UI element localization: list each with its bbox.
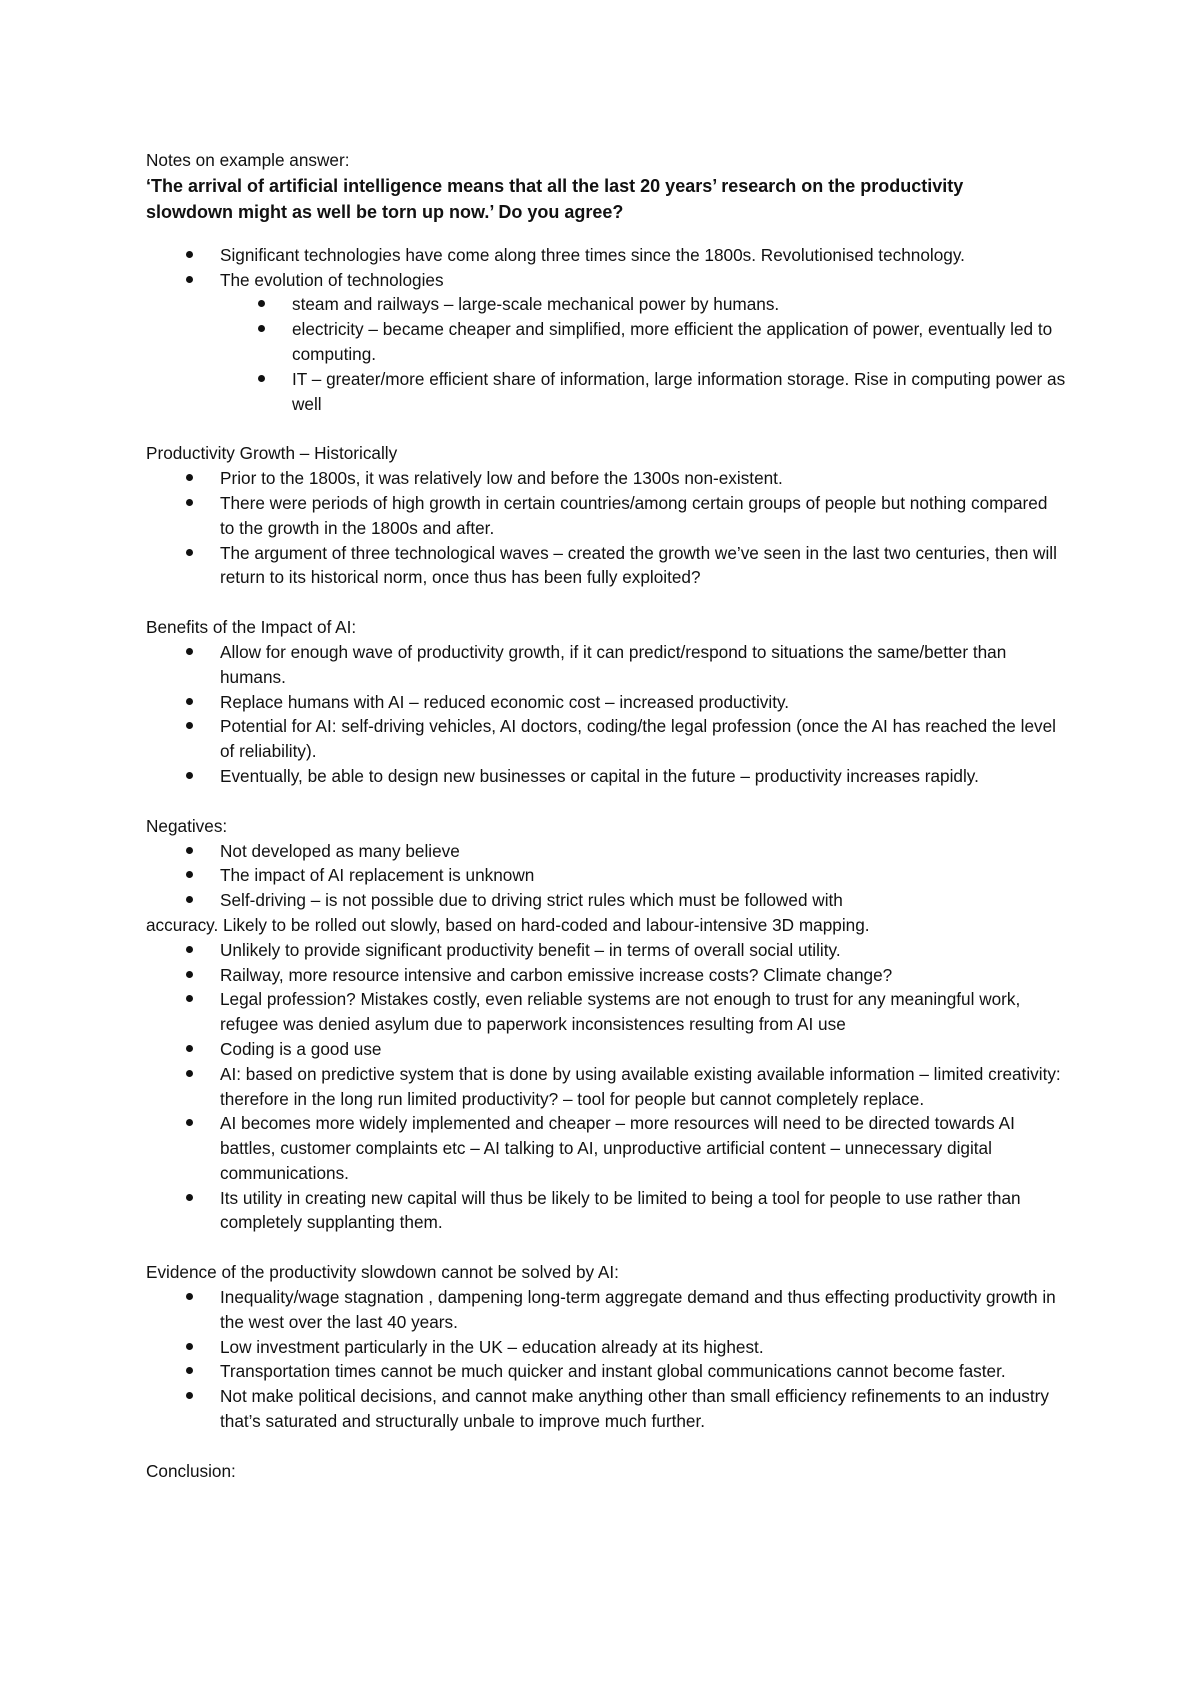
list-item: Unlikely to provide significant productivity benefit – in terms of overall social utility. — [146, 938, 1066, 963]
list-item: Not developed as many believe — [146, 839, 1066, 864]
negatives-list-a — [146, 839, 1066, 913]
intro-line: Notes on example answer: — [146, 150, 350, 170]
list-item: Replace humans with AI – reduced economic cost – increased productivity. — [146, 690, 1066, 715]
list-item: Inequality/wage stagnation , dampening long-term aggregate demand and thus effecting productivity growth in the west over the last 40 years. — [146, 1285, 1066, 1335]
list-item: steam and railways – large-scale mechanical power by humans. — [146, 292, 1066, 317]
list-item: The evolution of technologies — [146, 268, 1066, 293]
list-item: Prior to the 1800s, it was relatively low and before the 1300s non-existent. — [146, 466, 1066, 491]
self-driving-continuation: accuracy. Likely to be rolled out slowly, based on hard-coded and labour-intensive 3D mapping. — [146, 914, 870, 935]
question-line-2: slowdown might as well be torn up now.’ Do you agree? — [146, 201, 624, 222]
section-heading-evidence: Evidence of the productivity slowdown cannot be solved by AI: — [146, 1262, 619, 1283]
list-item: Self-driving – is not possible due to driving strict rules which must be followed with — [146, 888, 1066, 913]
list-item: Legal profession? Mistakes costly, even reliable systems are not enough to trust for any meaningful work, refugee was denied asylum due to paperwork inconsistences resulting from AI use — [146, 987, 1066, 1037]
section-heading-negatives: Negatives: — [146, 815, 228, 836]
list-item: Not make political decisions, and cannot make anything other than small efficiency refinements to an industry that’s saturated and structurally unbale to improve much further. — [146, 1384, 1066, 1434]
list-item: IT – greater/more efficient share of information, large information storage. Rise in computing power as well — [146, 367, 1066, 417]
question-line-1: ‘The arrival of artificial intelligence means that all the last 20 years’ research on the productivity — [146, 175, 964, 196]
list-item: Railway, more resource intensive and carbon emissive increase costs? Climate change? — [146, 963, 1066, 988]
section-heading-conclusion: Conclusion: — [146, 1460, 236, 1481]
negatives-list-b — [146, 938, 1066, 1236]
list-item: Coding is a good use — [146, 1037, 1066, 1062]
list-item: Transportation times cannot be much quicker and instant global communications cannot become faster. — [146, 1359, 1066, 1384]
list-item: Eventually, be able to design new businesses or capital in the future – productivity increases rapidly. — [146, 764, 1066, 789]
list-item: The impact of AI replacement is unknown — [146, 863, 1066, 888]
document-body — [146, 148, 1066, 1484]
list-item: Allow for enough wave of productivity growth, if it can predict/respond to situations the same/better than humans. — [146, 640, 1066, 690]
list-item: electricity – became cheaper and simplified, more efficient the application of power, eventually led to computing. — [146, 317, 1066, 367]
top-list — [146, 243, 1066, 293]
list-item: Potential for AI: self-driving vehicles, AI doctors, coding/the legal profession (once the AI has reached the level of reliability). — [146, 714, 1066, 764]
productivity-list — [146, 466, 1066, 590]
technologies-sublist — [146, 292, 1066, 416]
evidence-list — [146, 1285, 1066, 1434]
benefits-list — [146, 640, 1066, 789]
list-item: Low investment particularly in the UK – education already at its highest. — [146, 1335, 1066, 1360]
list-item: AI becomes more widely implemented and cheaper – more resources will need to be directed towards AI battles, customer complaints etc – AI talking to AI, unproductive artificial content – unnecessary digital communications. — [146, 1111, 1066, 1185]
list-item: There were periods of high growth in certain countries/among certain groups of people but nothing compared to the growth in the 1800s and after. — [146, 491, 1066, 541]
list-item: Significant technologies have come along three times since the 1800s. Revolutionised technology. — [146, 243, 1066, 268]
section-heading-benefits: Benefits of the Impact of AI: — [146, 617, 357, 638]
list-item: AI: based on predictive system that is done by using available existing available information – limited creativity: therefore in the long run limited productivity? – tool for people but cannot completely replace. — [146, 1062, 1066, 1112]
list-item: The argument of three technological waves – created the growth we’ve seen in the last two centuries, then will return to its historical norm, once thus has been fully exploited? — [146, 541, 1066, 591]
section-heading-productivity: Productivity Growth – Historically — [146, 443, 398, 464]
list-item: Its utility in creating new capital will thus be likely to be limited to being a tool for people to use rather than completely supplanting them. — [146, 1186, 1066, 1236]
